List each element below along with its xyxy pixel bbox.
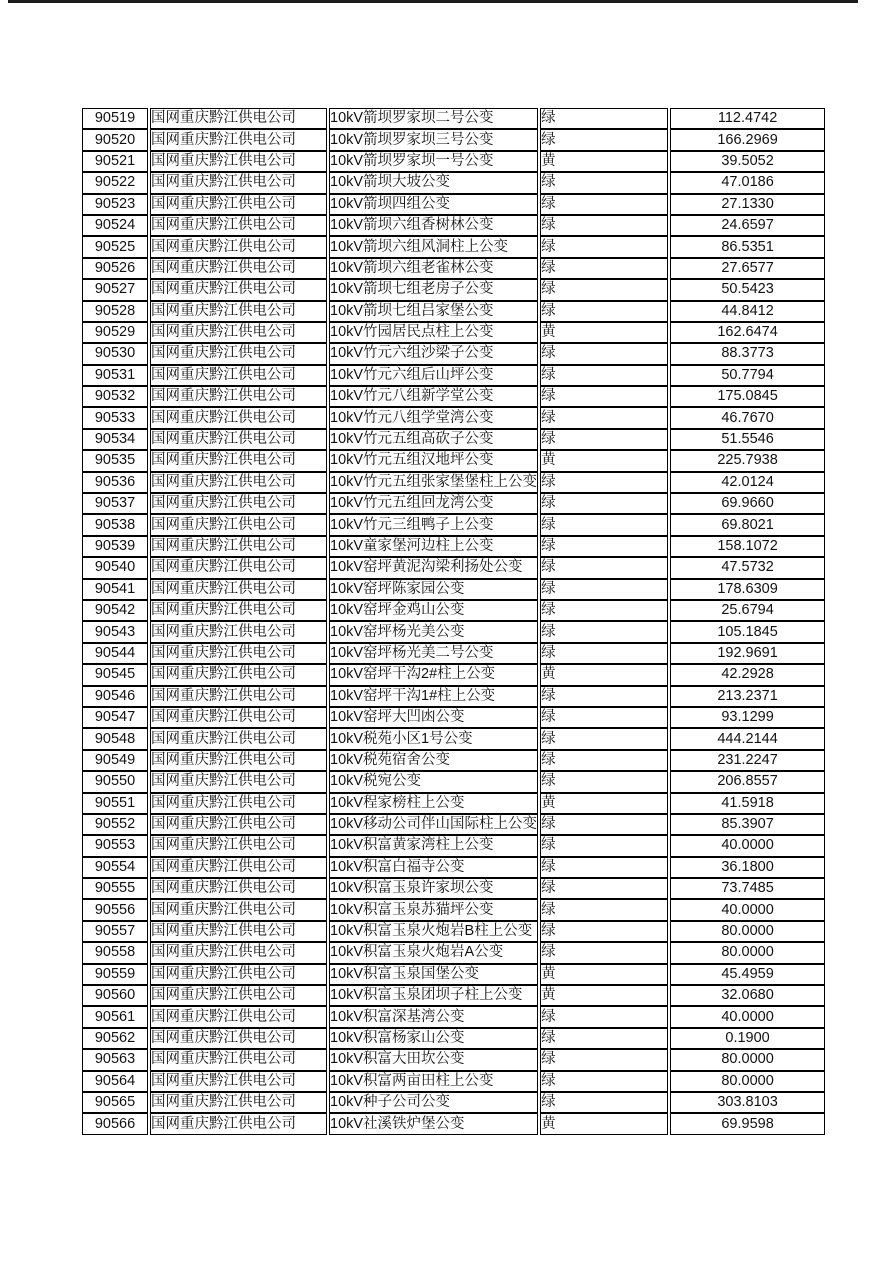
table-row — [82, 215, 825, 236]
row-id-cell: 90543 — [82, 621, 148, 642]
transformer-name-cell: 10kV窑坪大凹凼公变 — [329, 707, 538, 728]
value-cell: 213.2371 — [670, 686, 825, 707]
status-cell: 黄 — [540, 450, 668, 471]
status-cell: 绿 — [540, 1049, 668, 1070]
value-cell: 42.2928 — [670, 664, 825, 685]
page-top-rule — [8, 0, 858, 3]
transformer-name-cell: 10kV竹元八组学堂湾公变 — [329, 407, 538, 428]
table-row — [82, 194, 825, 215]
table-row — [82, 343, 825, 364]
transformer-name-cell: 10kV箭坝七组老房子公变 — [329, 279, 538, 300]
table-row — [82, 1049, 825, 1070]
transformer-name-cell: 10kV积富大田坎公变 — [329, 1049, 538, 1070]
company-cell: 国网重庆黔江供电公司 — [150, 728, 327, 749]
row-id-cell: 90533 — [82, 407, 148, 428]
table-row — [82, 365, 825, 386]
value-cell: 45.4959 — [670, 964, 825, 985]
company-cell: 国网重庆黔江供电公司 — [150, 1028, 327, 1049]
status-cell: 绿 — [540, 707, 668, 728]
company-cell: 国网重庆黔江供电公司 — [150, 942, 327, 963]
table-row — [82, 1092, 825, 1113]
row-id-cell: 90563 — [82, 1049, 148, 1070]
status-cell: 绿 — [540, 172, 668, 193]
table-row — [82, 686, 825, 707]
company-cell: 国网重庆黔江供电公司 — [150, 493, 327, 514]
status-cell: 绿 — [540, 921, 668, 942]
transformer-name-cell: 10kV程家榜柱上公变 — [329, 793, 538, 814]
row-id-cell: 90534 — [82, 429, 148, 450]
transformer-name-cell: 10kV积富黄家湾柱上公变 — [329, 835, 538, 856]
table-row — [82, 1113, 825, 1134]
value-cell: 25.6794 — [670, 600, 825, 621]
value-cell: 40.0000 — [670, 835, 825, 856]
row-id-cell: 90536 — [82, 472, 148, 493]
value-cell: 206.8557 — [670, 771, 825, 792]
company-cell: 国网重庆黔江供电公司 — [150, 1071, 327, 1092]
status-cell: 绿 — [540, 493, 668, 514]
table-row — [82, 493, 825, 514]
value-cell: 40.0000 — [670, 899, 825, 920]
table-row — [82, 728, 825, 749]
row-id-cell: 90522 — [82, 172, 148, 193]
company-cell: 国网重庆黔江供电公司 — [150, 707, 327, 728]
transformer-name-cell: 10kV窑坪金鸡山公变 — [329, 600, 538, 621]
status-cell: 绿 — [540, 750, 668, 771]
table-row — [82, 835, 825, 856]
company-cell: 国网重庆黔江供电公司 — [150, 643, 327, 664]
value-cell: 105.1845 — [670, 621, 825, 642]
status-cell: 绿 — [540, 407, 668, 428]
value-cell: 80.0000 — [670, 942, 825, 963]
table-row — [82, 536, 825, 557]
company-cell: 国网重庆黔江供电公司 — [150, 814, 327, 835]
transformer-name-cell: 10kV积富玉泉苏猫坪公变 — [329, 899, 538, 920]
value-cell: 303.8103 — [670, 1092, 825, 1113]
table-row — [82, 1028, 825, 1049]
transformer-name-cell: 10kV积富两亩田柱上公变 — [329, 1071, 538, 1092]
status-cell: 绿 — [540, 279, 668, 300]
company-cell: 国网重庆黔江供电公司 — [150, 301, 327, 322]
row-id-cell: 90560 — [82, 985, 148, 1006]
row-id-cell: 90565 — [82, 1092, 148, 1113]
company-cell: 国网重庆黔江供电公司 — [150, 771, 327, 792]
value-cell: 86.5351 — [670, 236, 825, 257]
transformer-name-cell: 10kV箭坝罗家坝三号公变 — [329, 129, 538, 150]
value-cell: 158.1072 — [670, 536, 825, 557]
transformer-name-cell: 10kV箭坝六组香树林公变 — [329, 215, 538, 236]
company-cell: 国网重庆黔江供电公司 — [150, 151, 327, 172]
row-id-cell: 90541 — [82, 579, 148, 600]
company-cell: 国网重庆黔江供电公司 — [150, 472, 327, 493]
row-id-cell: 90521 — [82, 151, 148, 172]
status-cell: 绿 — [540, 942, 668, 963]
company-cell: 国网重庆黔江供电公司 — [150, 985, 327, 1006]
value-cell: 41.5918 — [670, 793, 825, 814]
transformer-name-cell: 10kV税苑宿舍公变 — [329, 750, 538, 771]
table-row — [82, 450, 825, 471]
status-cell: 黄 — [540, 1113, 668, 1134]
value-cell: 166.2969 — [670, 129, 825, 150]
company-cell: 国网重庆黔江供电公司 — [150, 621, 327, 642]
company-cell: 国网重庆黔江供电公司 — [150, 215, 327, 236]
status-cell: 黄 — [540, 664, 668, 685]
value-cell: 225.7938 — [670, 450, 825, 471]
status-cell: 绿 — [540, 536, 668, 557]
table-row — [82, 964, 825, 985]
row-id-cell: 90558 — [82, 942, 148, 963]
table-row — [82, 472, 825, 493]
row-id-cell: 90535 — [82, 450, 148, 471]
row-id-cell: 90553 — [82, 835, 148, 856]
row-id-cell: 90550 — [82, 771, 148, 792]
value-cell: 47.0186 — [670, 172, 825, 193]
row-id-cell: 90519 — [82, 108, 148, 129]
table-row — [82, 878, 825, 899]
transformer-name-cell: 10kV窑坪陈家园公变 — [329, 579, 538, 600]
row-id-cell: 90538 — [82, 514, 148, 535]
value-cell: 0.1900 — [670, 1028, 825, 1049]
row-id-cell: 90525 — [82, 236, 148, 257]
row-id-cell: 90562 — [82, 1028, 148, 1049]
table-row — [82, 172, 825, 193]
status-cell: 绿 — [540, 194, 668, 215]
company-cell: 国网重庆黔江供电公司 — [150, 793, 327, 814]
table-row — [82, 857, 825, 878]
value-cell: 69.9660 — [670, 493, 825, 514]
company-cell: 国网重庆黔江供电公司 — [150, 365, 327, 386]
company-cell: 国网重庆黔江供电公司 — [150, 407, 327, 428]
value-cell: 175.0845 — [670, 386, 825, 407]
company-cell: 国网重庆黔江供电公司 — [150, 921, 327, 942]
status-cell: 黄 — [540, 322, 668, 343]
value-cell: 42.0124 — [670, 472, 825, 493]
company-cell: 国网重庆黔江供电公司 — [150, 108, 327, 129]
status-cell: 绿 — [540, 899, 668, 920]
value-cell: 50.5423 — [670, 279, 825, 300]
value-cell: 36.1800 — [670, 857, 825, 878]
value-cell: 27.6577 — [670, 258, 825, 279]
row-id-cell: 90551 — [82, 793, 148, 814]
table-row — [82, 707, 825, 728]
value-cell: 80.0000 — [670, 1049, 825, 1070]
row-id-cell: 90520 — [82, 129, 148, 150]
transformer-name-cell: 10kV箭坝六组风洞柱上公变 — [329, 236, 538, 257]
status-cell: 绿 — [540, 878, 668, 899]
company-cell: 国网重庆黔江供电公司 — [150, 386, 327, 407]
status-cell: 绿 — [540, 771, 668, 792]
table-row — [82, 921, 825, 942]
row-id-cell: 90554 — [82, 857, 148, 878]
row-id-cell: 90540 — [82, 557, 148, 578]
row-id-cell: 90529 — [82, 322, 148, 343]
row-id-cell: 90528 — [82, 301, 148, 322]
company-cell: 国网重庆黔江供电公司 — [150, 1092, 327, 1113]
status-cell: 绿 — [540, 1071, 668, 1092]
value-cell: 32.0680 — [670, 985, 825, 1006]
transformer-name-cell: 10kV箭坝六组老雀林公变 — [329, 258, 538, 279]
row-id-cell: 90547 — [82, 707, 148, 728]
transformer-name-cell: 10kV积富白福寺公变 — [329, 857, 538, 878]
company-cell: 国网重庆黔江供电公司 — [150, 1113, 327, 1134]
table-row — [82, 129, 825, 150]
row-id-cell: 90530 — [82, 343, 148, 364]
transformer-name-cell: 10kV积富玉泉火炮岩B柱上公变 — [329, 921, 538, 942]
value-cell: 162.6474 — [670, 322, 825, 343]
table-row — [82, 579, 825, 600]
value-cell: 80.0000 — [670, 921, 825, 942]
company-cell: 国网重庆黔江供电公司 — [150, 450, 327, 471]
status-cell: 绿 — [540, 1092, 668, 1113]
value-cell: 24.6597 — [670, 215, 825, 236]
transformer-name-cell: 10kV竹元八组新学堂公变 — [329, 386, 538, 407]
row-id-cell: 90544 — [82, 643, 148, 664]
transformer-name-cell: 10kV积富玉泉国堡公变 — [329, 964, 538, 985]
status-cell: 绿 — [540, 386, 668, 407]
table-row — [82, 985, 825, 1006]
row-id-cell: 90546 — [82, 686, 148, 707]
status-cell: 绿 — [540, 643, 668, 664]
table-row — [82, 429, 825, 450]
row-id-cell: 90552 — [82, 814, 148, 835]
value-cell: 178.6309 — [670, 579, 825, 600]
row-id-cell: 90523 — [82, 194, 148, 215]
table-row — [82, 814, 825, 835]
company-cell: 国网重庆黔江供电公司 — [150, 322, 327, 343]
transformer-name-cell: 10kV箭坝罗家坝二号公变 — [329, 108, 538, 129]
transformer-name-cell: 10kV箭坝七组吕家堡公变 — [329, 301, 538, 322]
table-row — [82, 664, 825, 685]
row-id-cell: 90566 — [82, 1113, 148, 1134]
transformer-name-cell: 10kV竹元五组汉地坪公变 — [329, 450, 538, 471]
company-cell: 国网重庆黔江供电公司 — [150, 600, 327, 621]
company-cell: 国网重庆黔江供电公司 — [150, 686, 327, 707]
transformer-name-cell: 10kV窑坪干沟1#柱上公变 — [329, 686, 538, 707]
status-cell: 绿 — [540, 472, 668, 493]
value-cell: 85.3907 — [670, 814, 825, 835]
row-id-cell: 90542 — [82, 600, 148, 621]
transformer-name-cell: 10kV社溪铁炉堡公变 — [329, 1113, 538, 1134]
status-cell: 绿 — [540, 236, 668, 257]
company-cell: 国网重庆黔江供电公司 — [150, 579, 327, 600]
transformer-name-cell: 10kV税宛公变 — [329, 771, 538, 792]
company-cell: 国网重庆黔江供电公司 — [150, 514, 327, 535]
status-cell: 黄 — [540, 151, 668, 172]
transformer-name-cell: 10kV竹元五组张家堡堡柱上公变 — [329, 472, 538, 493]
table-row — [82, 108, 825, 129]
transformer-name-cell: 10kV竹园居民点柱上公变 — [329, 322, 538, 343]
company-cell: 国网重庆黔江供电公司 — [150, 899, 327, 920]
transformer-name-cell: 10kV竹元五组高砍子公变 — [329, 429, 538, 450]
row-id-cell: 90564 — [82, 1071, 148, 1092]
value-cell: 46.7670 — [670, 407, 825, 428]
status-cell: 绿 — [540, 728, 668, 749]
transformer-name-cell: 10kV竹元五组回龙湾公变 — [329, 493, 538, 514]
transformer-name-cell: 10kV童家堡河边柱上公变 — [329, 536, 538, 557]
table-row — [82, 1071, 825, 1092]
company-cell: 国网重庆黔江供电公司 — [150, 343, 327, 364]
row-id-cell: 90557 — [82, 921, 148, 942]
transformer-name-cell: 10kV箭坝大坡公变 — [329, 172, 538, 193]
value-cell: 51.5546 — [670, 429, 825, 450]
transformer-name-cell: 10kV积富玉泉团坝子柱上公变 — [329, 985, 538, 1006]
table-row — [82, 643, 825, 664]
transformer-name-cell: 10kV竹元六组后山坪公变 — [329, 365, 538, 386]
table-row — [82, 793, 825, 814]
table-row — [82, 621, 825, 642]
company-cell: 国网重庆黔江供电公司 — [150, 1006, 327, 1027]
status-cell: 绿 — [540, 514, 668, 535]
transformer-name-cell: 10kV窑坪杨光美公变 — [329, 621, 538, 642]
value-cell: 88.3773 — [670, 343, 825, 364]
company-cell: 国网重庆黔江供电公司 — [150, 964, 327, 985]
company-cell: 国网重庆黔江供电公司 — [150, 750, 327, 771]
status-cell: 绿 — [540, 343, 668, 364]
table-row — [82, 258, 825, 279]
status-cell: 绿 — [540, 835, 668, 856]
row-id-cell: 90549 — [82, 750, 148, 771]
value-cell: 40.0000 — [670, 1006, 825, 1027]
status-cell: 绿 — [540, 686, 668, 707]
status-cell: 绿 — [540, 814, 668, 835]
table-row — [82, 386, 825, 407]
row-id-cell: 90526 — [82, 258, 148, 279]
transformer-name-cell: 10kV窑坪黄泥沟梁利扬处公变 — [329, 557, 538, 578]
company-cell: 国网重庆黔江供电公司 — [150, 258, 327, 279]
status-cell: 绿 — [540, 108, 668, 129]
value-cell: 73.7485 — [670, 878, 825, 899]
company-cell: 国网重庆黔江供电公司 — [150, 172, 327, 193]
row-id-cell: 90555 — [82, 878, 148, 899]
status-cell: 绿 — [540, 429, 668, 450]
table-row — [82, 407, 825, 428]
transformer-table-body — [82, 108, 825, 1135]
row-id-cell: 90539 — [82, 536, 148, 557]
table-row — [82, 899, 825, 920]
status-cell: 绿 — [540, 301, 668, 322]
company-cell: 国网重庆黔江供电公司 — [150, 857, 327, 878]
transformer-name-cell: 10kV种子公司公变 — [329, 1092, 538, 1113]
transformer-name-cell: 10kV积富杨家山公变 — [329, 1028, 538, 1049]
status-cell: 绿 — [540, 258, 668, 279]
value-cell: 27.1330 — [670, 194, 825, 215]
row-id-cell: 90556 — [82, 899, 148, 920]
value-cell: 69.8021 — [670, 514, 825, 535]
row-id-cell: 90559 — [82, 964, 148, 985]
transformer-name-cell: 10kV竹元六组沙梁子公变 — [329, 343, 538, 364]
company-cell: 国网重庆黔江供电公司 — [150, 536, 327, 557]
status-cell: 绿 — [540, 857, 668, 878]
table-row — [82, 279, 825, 300]
table-row — [82, 750, 825, 771]
row-id-cell: 90524 — [82, 215, 148, 236]
transformer-name-cell: 10kV窑坪干沟2#柱上公变 — [329, 664, 538, 685]
value-cell: 444.2144 — [670, 728, 825, 749]
company-cell: 国网重庆黔江供电公司 — [150, 557, 327, 578]
status-cell: 绿 — [540, 1006, 668, 1027]
company-cell: 国网重庆黔江供电公司 — [150, 129, 327, 150]
status-cell: 黄 — [540, 985, 668, 1006]
value-cell: 69.9598 — [670, 1113, 825, 1134]
transformer-name-cell: 10kV竹元三组鸭子上公变 — [329, 514, 538, 535]
status-cell: 绿 — [540, 215, 668, 236]
status-cell: 绿 — [540, 1028, 668, 1049]
row-id-cell: 90561 — [82, 1006, 148, 1027]
row-id-cell: 90545 — [82, 664, 148, 685]
company-cell: 国网重庆黔江供电公司 — [150, 236, 327, 257]
status-cell: 绿 — [540, 365, 668, 386]
value-cell: 192.9691 — [670, 643, 825, 664]
company-cell: 国网重庆黔江供电公司 — [150, 1049, 327, 1070]
table-row — [82, 557, 825, 578]
status-cell: 绿 — [540, 600, 668, 621]
transformer-name-cell: 10kV箭坝四组公变 — [329, 194, 538, 215]
value-cell: 44.8412 — [670, 301, 825, 322]
status-cell: 黄 — [540, 793, 668, 814]
table-row — [82, 514, 825, 535]
row-id-cell: 90527 — [82, 279, 148, 300]
value-cell: 47.5732 — [670, 557, 825, 578]
table-row — [82, 322, 825, 343]
table-row — [82, 600, 825, 621]
row-id-cell: 90532 — [82, 386, 148, 407]
table-row — [82, 151, 825, 172]
status-cell: 绿 — [540, 557, 668, 578]
transformer-name-cell: 10kV移动公司伴山国际柱上公变 — [329, 814, 538, 835]
value-cell: 50.7794 — [670, 365, 825, 386]
table-row — [82, 942, 825, 963]
company-cell: 国网重庆黔江供电公司 — [150, 835, 327, 856]
status-cell: 绿 — [540, 621, 668, 642]
status-cell: 绿 — [540, 129, 668, 150]
status-cell: 黄 — [540, 964, 668, 985]
row-id-cell: 90548 — [82, 728, 148, 749]
row-id-cell: 90537 — [82, 493, 148, 514]
value-cell: 231.2247 — [670, 750, 825, 771]
value-cell: 112.4742 — [670, 108, 825, 129]
value-cell: 80.0000 — [670, 1071, 825, 1092]
company-cell: 国网重庆黔江供电公司 — [150, 664, 327, 685]
table-row — [82, 236, 825, 257]
value-cell: 93.1299 — [670, 707, 825, 728]
value-cell: 39.5052 — [670, 151, 825, 172]
transformer-name-cell: 10kV积富玉泉火炮岩A公变 — [329, 942, 538, 963]
company-cell: 国网重庆黔江供电公司 — [150, 194, 327, 215]
transformer-table — [80, 108, 827, 1135]
company-cell: 国网重庆黔江供电公司 — [150, 429, 327, 450]
table-row — [82, 771, 825, 792]
company-cell: 国网重庆黔江供电公司 — [150, 878, 327, 899]
row-id-cell: 90531 — [82, 365, 148, 386]
transformer-name-cell: 10kV积富玉泉许家坝公变 — [329, 878, 538, 899]
table-row — [82, 301, 825, 322]
transformer-name-cell: 10kV箭坝罗家坝一号公变 — [329, 151, 538, 172]
transformer-name-cell: 10kV积富深基湾公变 — [329, 1006, 538, 1027]
company-cell: 国网重庆黔江供电公司 — [150, 279, 327, 300]
transformer-name-cell: 10kV税苑小区1号公变 — [329, 728, 538, 749]
transformer-name-cell: 10kV窑坪杨光美二号公变 — [329, 643, 538, 664]
table-row — [82, 1006, 825, 1027]
status-cell: 绿 — [540, 579, 668, 600]
